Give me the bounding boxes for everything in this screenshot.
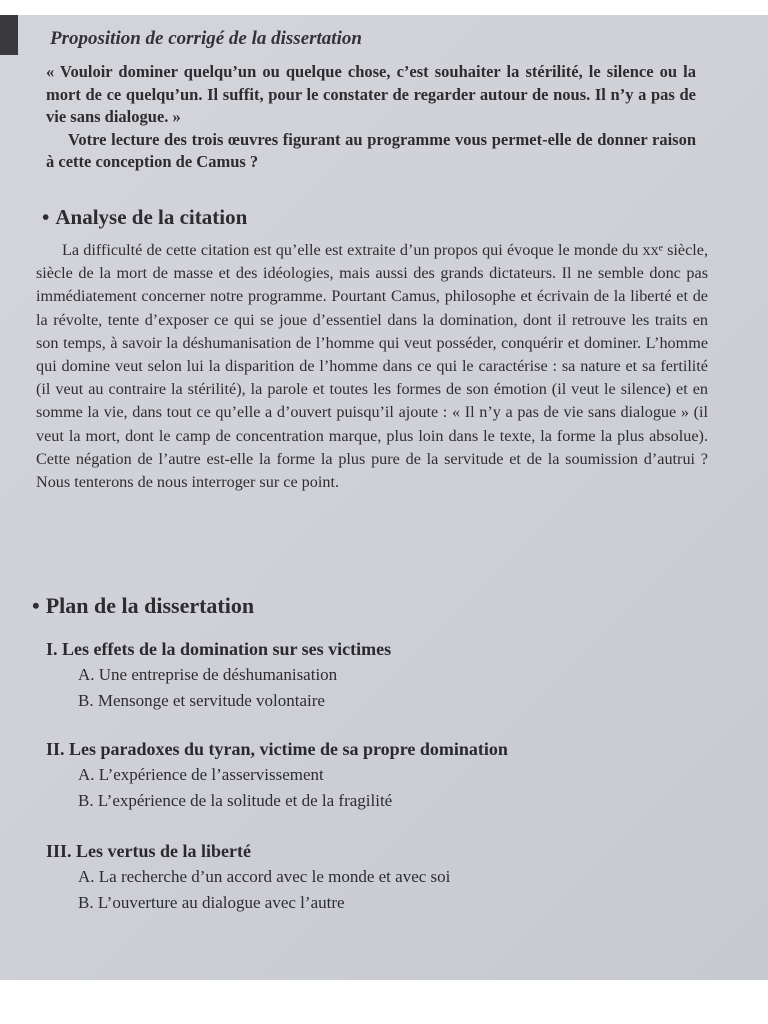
subject-question: Votre lecture des trois œuvres figurant au programme vous permet-elle de donner raison à cette conception de Camus ? [46, 129, 696, 171]
analysis-body [36, 239, 708, 494]
analysis-paragraph: La difficulté de cette citation est qu’elle est extraite d’un propos qui évoque le monde du xxᵉ siècle, siècle de la mort de masse et des idéologies, mais aussi des grands dictateurs. Il ne semble donc pas immédiatement concerner notre programme. Pourtant Camus, philosophe et écrivain de la liberté et de la révolte, tente d’exposer ce qui se joue d’essentiel dans la domination, dont il retrouve les traits en son temps, à savoir la déshumanisation de l’homme qui veut posséder, conquérir et dominer. L’homme qui domine veut selon lui la disparition de l’homme dans ce qui le caractérise : sa nature et sa fertilité (il veut au contraire la stérilité), la parole et toutes les formes de son émotion (il veut le silence) et en somme la vie, dans tout ce qu’elle a d’ouvert puisqu’il ajoute : « Il n’y a pas de vie sans dialogue » (il veut la mort, dont le camp de concentration marque, plus loin dans le texte, la forme la plus absolue). Cette négation de l’autre est-elle la forme la plus pure de la servitude et de la soumission d’autrui ? Nous tenterons de nous interroger sur ce point. [36, 241, 708, 492]
plan-heading-text: Plan de la dissertation [45, 593, 255, 618]
subject-quote: « Vouloir dominer quelqu’un ou quelque chose, c’est souhaiter la stérilité, le silence ou la mort de ce quelqu’un. Il suffit, pour le constater de regarder autour de nous. Il n’y a pas de vie sans dialogue. » [46, 62, 696, 126]
bullet-icon: • [32, 593, 40, 618]
subject-block [46, 61, 696, 174]
plan-part-title: III. Les vertus de la liberté [46, 841, 251, 861]
document-title: Proposition de corrigé de la dissertation [50, 28, 362, 49]
document-page [0, 15, 768, 980]
plan-subpart: A. La recherche d’un accord avec le monde et avec soi [78, 867, 451, 886]
plan-part-title: I. Les effets de la domination sur ses victimes [46, 639, 392, 659]
plan-subpart: B. L’expérience de la solitude et de la fragilité [78, 791, 393, 810]
plan-subpart: B. L’ouverture au dialogue avec l’autre [78, 893, 345, 912]
plan-part-1 [46, 637, 726, 714]
plan-heading [32, 593, 254, 619]
bullet-icon: • [42, 205, 50, 229]
plan-part-2 [46, 737, 726, 814]
plan-subpart: B. Mensonge et servitude volontaire [78, 691, 325, 710]
analysis-heading-text: Analyse de la citation [55, 205, 248, 229]
plan-subpart: A. Une entreprise de déshumanisation [78, 665, 338, 684]
plan-part-title: II. Les paradoxes du tyran, victime de sa propre domination [46, 739, 508, 759]
plan-part-3 [46, 839, 726, 916]
document-content [0, 15, 768, 980]
analysis-heading [42, 205, 247, 230]
plan-subpart: A. L’expérience de l’asservissement [78, 765, 324, 784]
